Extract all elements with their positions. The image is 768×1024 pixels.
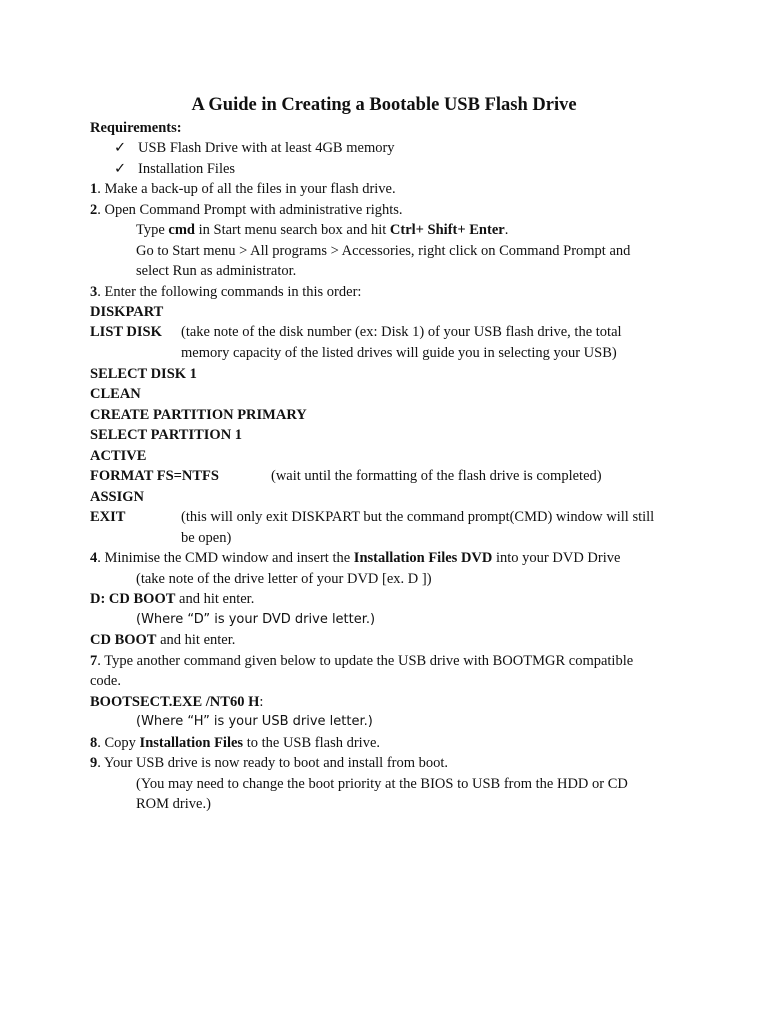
requirement-item: ✓ USB Flash Drive with at least 4GB memory [114, 140, 395, 156]
checkmark-icon: ✓ [114, 140, 127, 156]
exit-note: (this will only exit DISKPART but the command prompt(CMD) window will still [181, 509, 655, 525]
command-select-partition: SELECT PARTITION 1 [90, 427, 243, 443]
step-9: 9. Your USB drive is now ready to boot and install from boot. [90, 755, 449, 771]
step-2: 2. Open Command Prompt with administrative rights. [90, 202, 403, 218]
step-4-note: (take note of the drive letter of your DVD [ex. D ]) [136, 571, 432, 587]
step-2-start-menu: Go to Start menu > All programs > Accessories, right click on Command Prompt and [136, 243, 631, 259]
command-bootsect: BOOTSECT.EXE /NT60 H: [90, 694, 264, 710]
requirement-item: ✓ Installation Files [114, 161, 236, 177]
command-list-disk: LIST DISK [90, 324, 162, 340]
step-2-run-admin: select Run as administrator. [136, 263, 297, 279]
step-1: 1. Make a back-up of all the files in your flash drive. [90, 181, 396, 197]
command-d-cd-boot: D: CD BOOT and hit enter. [90, 591, 255, 607]
step-8: 8. Copy Installation Files to the USB flash drive. [90, 735, 381, 751]
command-active: ACTIVE [90, 448, 147, 464]
document-title: A Guide in Creating a Bootable USB Flash Drive [191, 95, 577, 115]
command-clean: CLEAN [90, 386, 141, 402]
command-exit: EXIT [90, 509, 126, 525]
format-note: (wait until the formatting of the flash drive is completed) [271, 468, 602, 484]
step-4: 4. Minimise the CMD window and insert the Installation Files DVD into your DVD Drive [90, 550, 621, 566]
step-3: 3. Enter the following commands in this order: [90, 284, 362, 300]
step-7-cont: code. [90, 673, 121, 689]
step-2-type-cmd: Type cmd in Start menu search box and hit Ctrl+ Shift+ Enter. [136, 222, 509, 238]
command-cd-boot: CD BOOT and hit enter. [90, 632, 236, 648]
step-9-note: (You may need to change the boot priority at the BIOS to USB from the HDD or CD [136, 776, 628, 792]
list-disk-note-cont: memory capacity of the listed drives will guide you in selecting your USB) [181, 345, 617, 361]
command-diskpart: DISKPART [90, 304, 164, 320]
bootsect-note: (Where “H” is your USB drive letter.) [136, 714, 373, 729]
d-cd-boot-note: (Where “D” is your DVD drive letter.) [136, 612, 376, 627]
checkmark-icon: ✓ [114, 161, 127, 177]
command-select-disk: SELECT DISK 1 [90, 366, 197, 382]
exit-note-cont: be open) [181, 530, 232, 546]
command-assign: ASSIGN [90, 489, 144, 505]
step-9-note-cont: ROM drive.) [136, 796, 211, 812]
command-format: FORMAT FS=NTFS [90, 468, 219, 484]
list-disk-note: (take note of the disk number (ex: Disk 1) of your USB flash drive, the total [181, 324, 622, 340]
requirements-heading: Requirements: [90, 120, 182, 136]
command-create-partition: CREATE PARTITION PRIMARY [90, 407, 307, 423]
step-7: 7. Type another command given below to update the USB drive with BOOTMGR compatible [90, 653, 634, 669]
